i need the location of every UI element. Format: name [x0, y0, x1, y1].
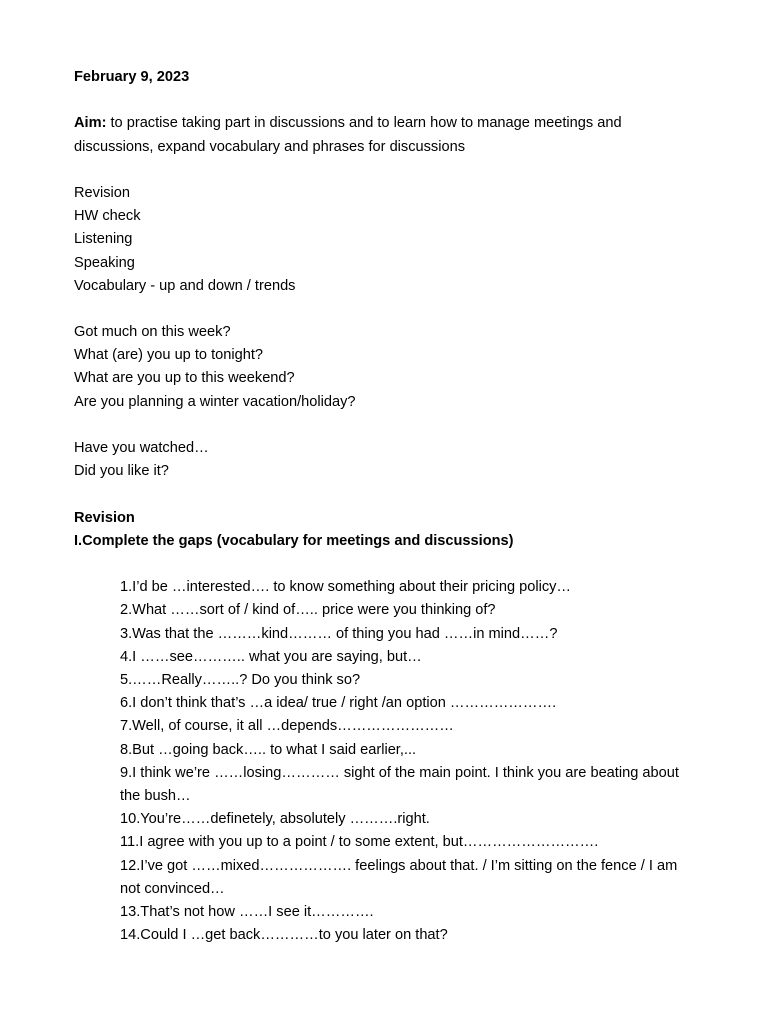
exercise-item: 3.Was that the ………kind……… of thing you had ……in mind……? — [120, 625, 558, 642]
spacer — [74, 553, 694, 576]
exercise-item: 13.That’s not how ……I see it…………. — [120, 904, 374, 920]
spacer — [74, 89, 694, 112]
exercise-list — [120, 576, 694, 947]
document-page — [74, 66, 694, 947]
exercise-heading: I.Complete the gaps (vocabulary for meetings and discussions) — [74, 532, 514, 549]
watch-question: Did you like it? — [74, 463, 169, 480]
exercise-item: 12.I’ve got ……mixed………………. feelings about that. / I’m sitting on the fence / I am not convinced… — [120, 857, 678, 897]
exercise-item: 6.I don’t think that’s …a idea/ true / right /an option …………………. — [120, 695, 557, 712]
plan-item: Revision — [74, 184, 130, 201]
aim-paragraph — [74, 112, 694, 158]
plan-item: Vocabulary - up and down / trends — [74, 277, 296, 294]
exercise-item: 8.But …going back….. to what I said earlier,... — [120, 741, 417, 758]
spacer — [74, 483, 694, 506]
warmup-question: Got much on this week? — [74, 324, 231, 341]
exercise-item: 4.I ……see……….. what you are saying, but… — [120, 648, 422, 665]
exercise-item: 2.What ……sort of / kind of….. price were you thinking of? — [120, 602, 496, 619]
spacer — [74, 414, 694, 437]
exercise-item: 7.Well, of course, it all …depends…………………… — [120, 718, 454, 735]
exercise-item: 1.I’d be …interested…. to know something about their pricing policy… — [120, 579, 572, 596]
warmup-question: What are you up to this weekend? — [74, 370, 295, 387]
plan-item: Speaking — [74, 254, 135, 271]
exercise-item: 9.I think we’re ……losing………… sight of the main point. I think you are beating about the bush… — [120, 764, 679, 804]
watch-question: Have you watched… — [74, 440, 209, 457]
watch-questions — [74, 437, 694, 483]
plan-item: Listening — [74, 231, 133, 248]
exercise-item: 14.Could I …get back…………to you later on that? — [120, 927, 448, 944]
lesson-plan-list — [74, 182, 694, 298]
aim-label: Aim: — [74, 115, 107, 132]
exercise-item: 5.……Really……..? Do you think so? — [120, 671, 361, 688]
warmup-questions — [74, 321, 694, 414]
plan-item: HW check — [74, 208, 141, 225]
revision-heading: Revision — [74, 509, 135, 526]
warmup-question: Are you planning a winter vacation/holiday? — [74, 393, 356, 410]
spacer — [74, 298, 694, 321]
spacer — [74, 159, 694, 182]
exercise-item: 11.I agree with you up to a point / to some extent, but………………………. — [120, 834, 599, 851]
aim-text: to practise taking part in discussions and to learn how to manage meetings and discussions, expand vocabulary and phrases for discussions — [74, 115, 622, 155]
warmup-question: What (are) you up to tonight? — [74, 347, 264, 364]
document-date: February 9, 2023 — [74, 69, 190, 85]
exercise-item: 10.You’re……definetely, absolutely ……….right. — [120, 811, 430, 828]
